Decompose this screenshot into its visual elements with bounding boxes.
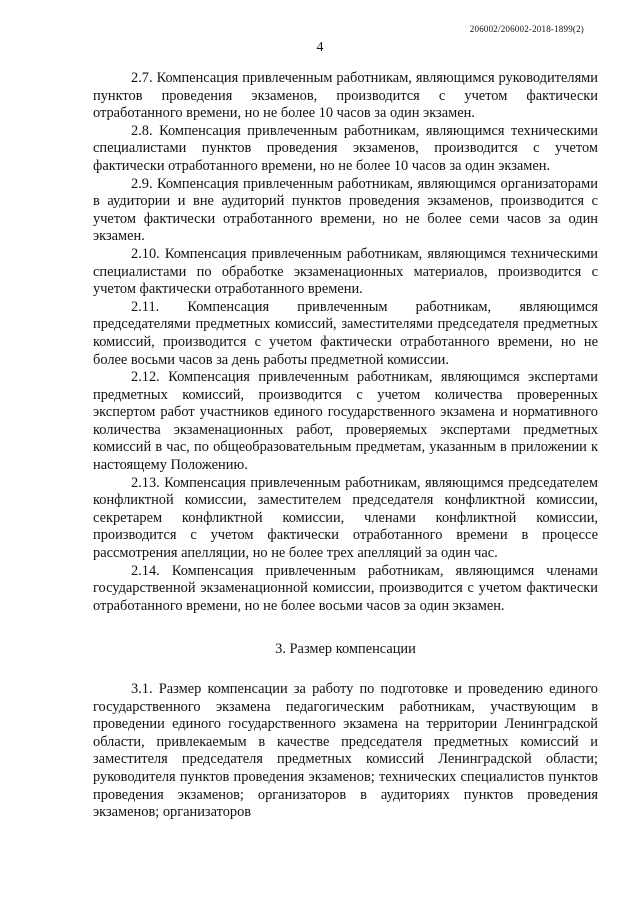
- paragraph-2-14: 2.14. Компенсация привлеченным работникам, являющимся членами государственной экзаменационной комиссии, производится с учетом фактически отработанного времени, но не более восьми часов за один экзамен.: [93, 562, 598, 614]
- paragraph-2-12: 2.12. Компенсация привлеченным работникам, являющимся экспертами предметных комиссий, производится с учетом количества проверенных экспертом работ участников единого государственного экзамена и нормативного количества экзаменационных работ, проверяемых экспертами предметных комиссий в час, по общеобразовательным предметам, указанным в приложении к настоящему Положению.: [93, 369, 598, 474]
- section-heading: 3. Размер компенсации: [275, 641, 416, 658]
- paragraph-2-13: 2.13. Компенсация привлеченным работникам, являющимся председателем конфликтной комиссии, заместителем председателя конфликтной комиссии, секретарем конфликтной комиссии, членами конфликтной комиссии, производится с учетом фактически отработанного времени в процессе рассмотрения апелляции, но не более трех апелляций за один час.: [93, 474, 598, 562]
- paragraph-2-7: 2.7. Компенсация привлеченным работникам, являющимся руководителями пунктов проведения экзаменов, производится с учетом фактически отработанного времени, но не более 10 часов за один экзамен.: [93, 70, 598, 122]
- paragraph-2-11: 2.11. Компенсация привлеченным работникам, являющимся председателями предметных комиссий, заместителями председателя предметных комиссий, производится с учетом фактически отработанного времени, но не более восьми часов за день работы предметной комиссии.: [93, 298, 598, 368]
- paragraph-2-9: 2.9. Компенсация привлеченным работникам, являющимся организаторами в аудитории и вне аудиторий пунктов проведения экзаменов, производится с учетом фактически отработанного времени, но не более семи часов за один экзамен.: [93, 175, 598, 245]
- document-body: [93, 70, 598, 822]
- document-id: 206002/206002-2018-1899(2): [469, 24, 584, 34]
- paragraph-2-10: 2.10. Компенсация привлеченным работникам, являющимся техническими специалистами по обработке экзаменационных материалов, производится с учетом фактически отработанного времени.: [93, 245, 598, 298]
- page-number: 4: [316, 40, 324, 55]
- paragraph-2-8: 2.8. Компенсация привлеченным работникам, являющимся техническими специалистами пунктов проведения экзаменов, производится с учетом фактически отработанного времени, но не более 10 часов за один экзамен.: [93, 122, 598, 174]
- paragraph-3-1: 3.1. Размер компенсации за работу по подготовке и проведению единого государственного экзамена педагогическим работникам, участвующим в проведении единого государственного экзамена на территории Ленинградской области, привлекаемым в качестве председателя предметных комиссий и заместителя председателя предметных комиссий Ленинградской области; руководителя пунктов проведения экзаменов; технических специалистов пунктов проведения экзаменов; организаторов в аудиториях пунктов проведения экзаменов; организаторов: [93, 681, 598, 821]
